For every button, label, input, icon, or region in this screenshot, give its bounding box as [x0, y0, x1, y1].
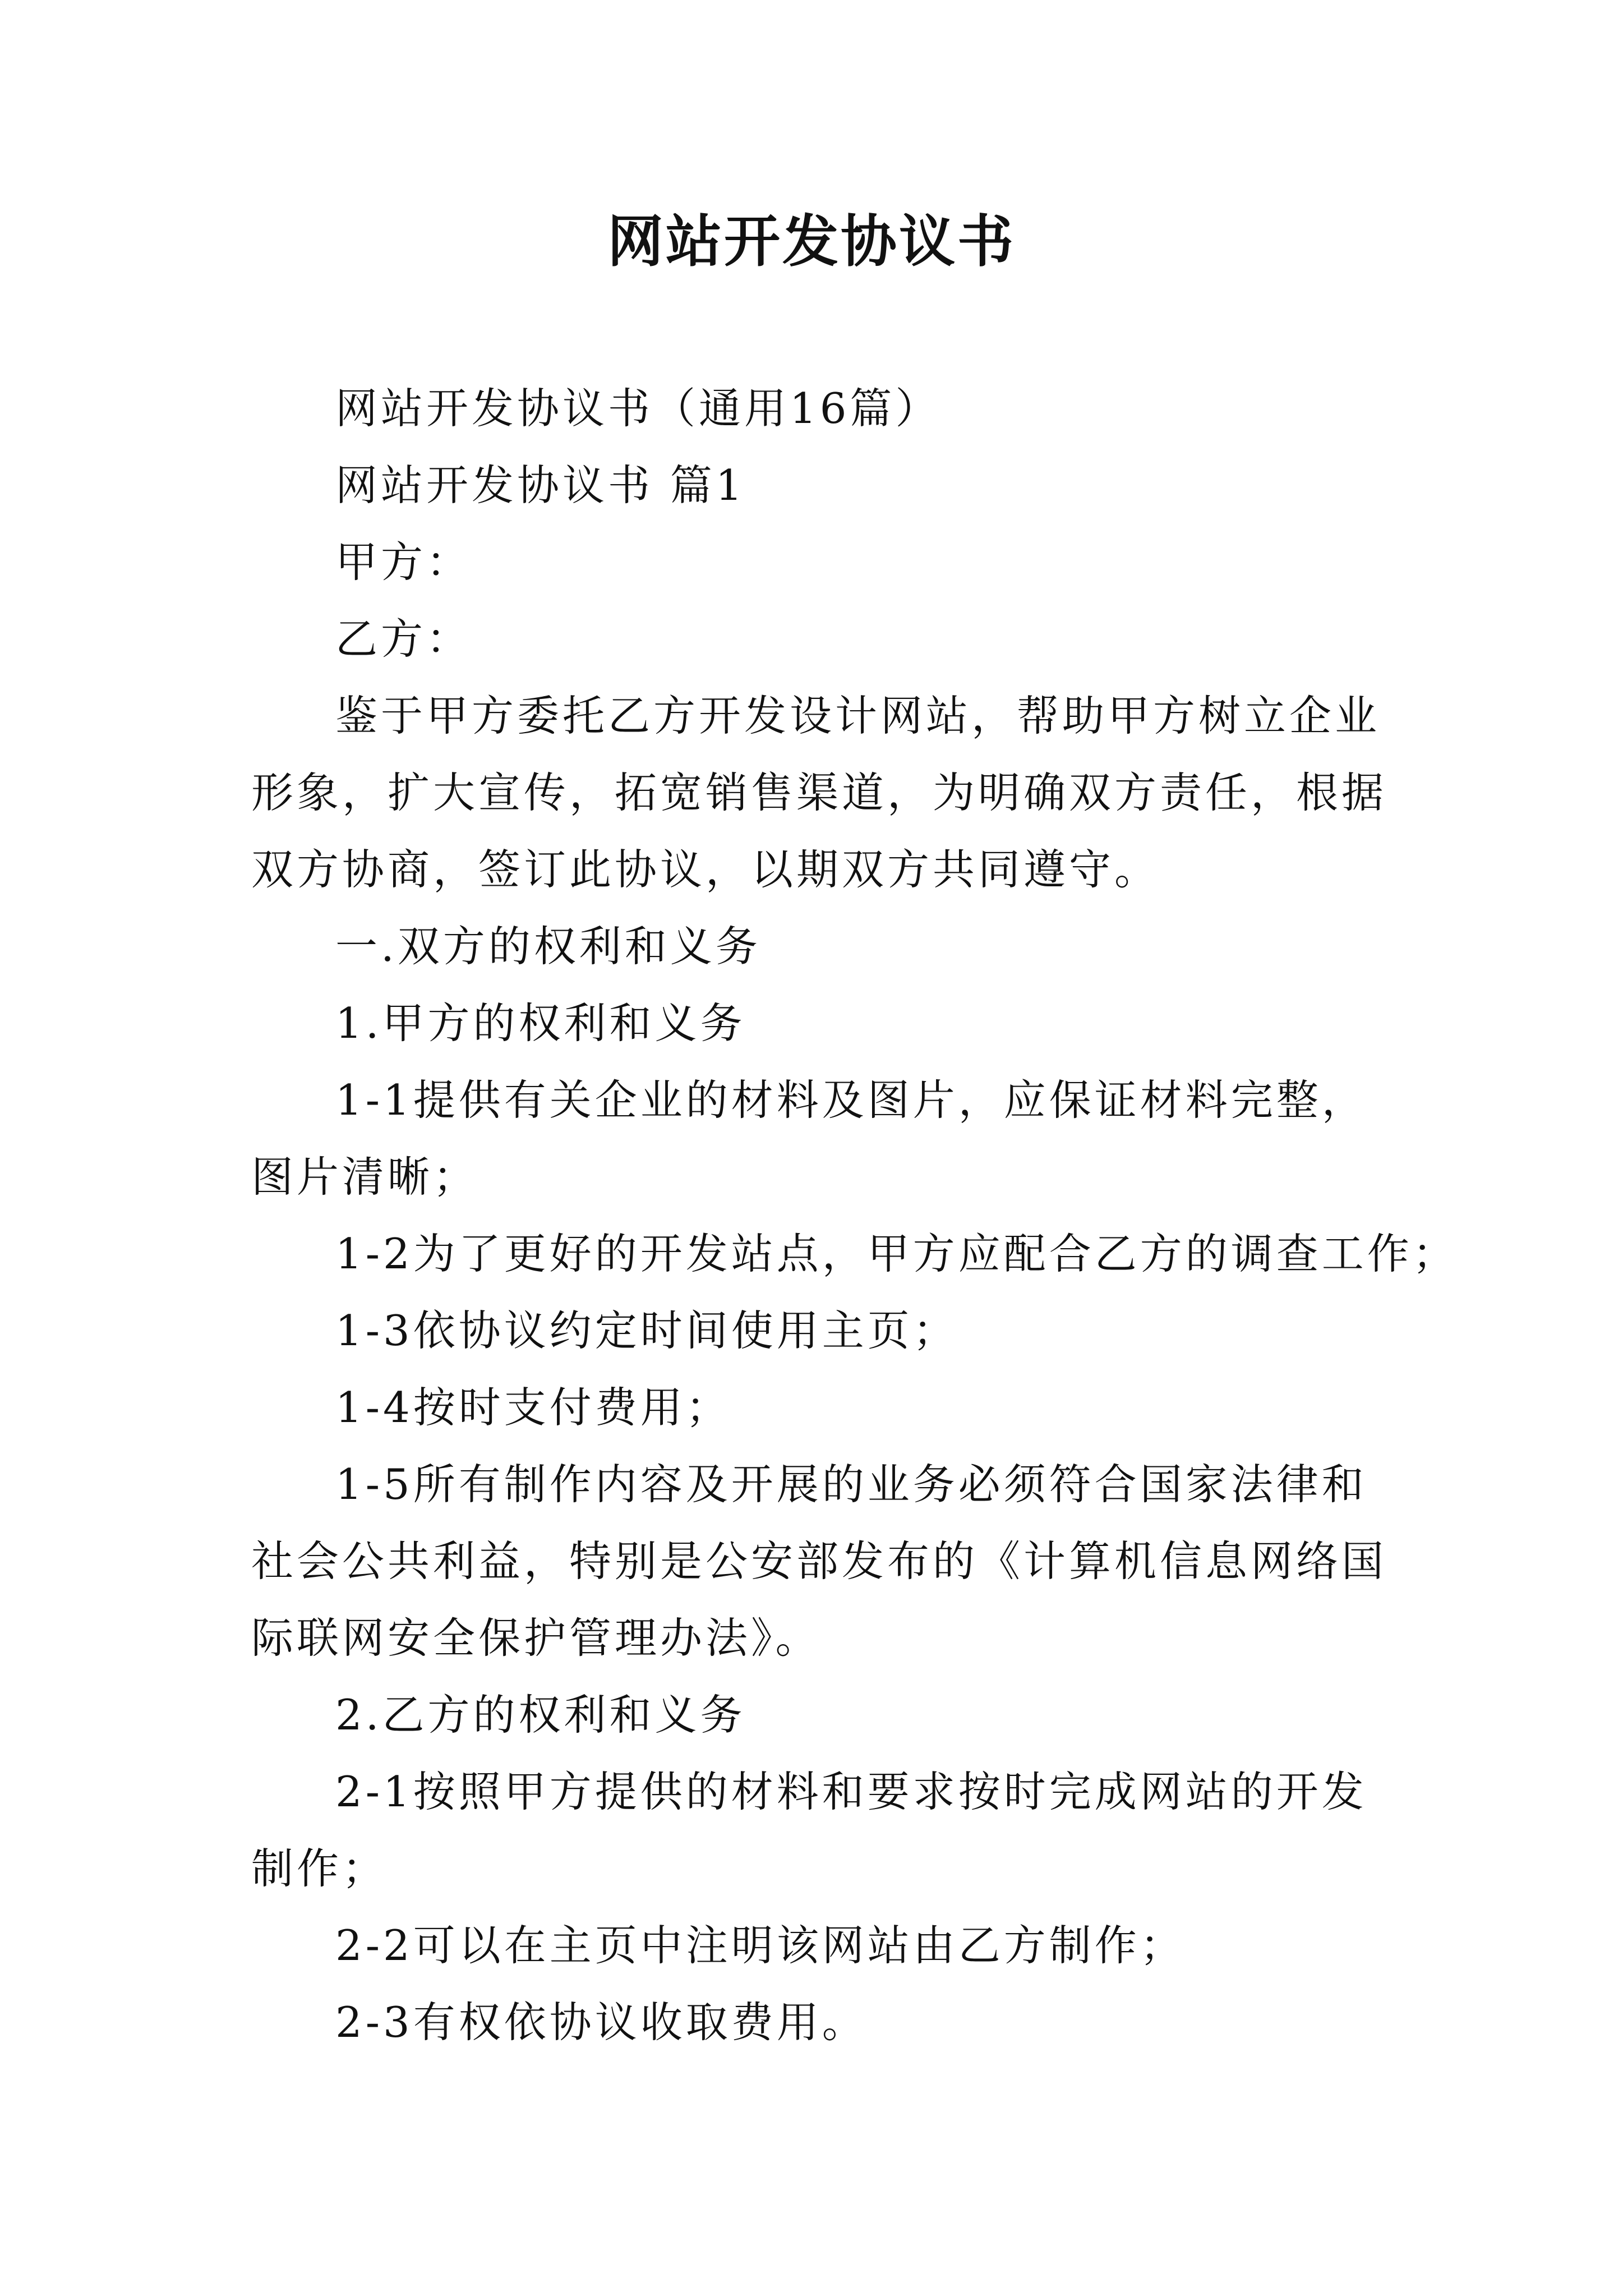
paragraph-clause-2-2: 2-2可以在主页中注明该网站由乙方制作；	[335, 1921, 1186, 1970]
paragraph-clause-2-3: 2-3有权依协议收取费用。	[335, 1998, 868, 2047]
paragraph-heading-party-b-rights: 2.乙方的权利和义务	[335, 1690, 746, 1740]
document-body	[251, 370, 1458, 2061]
paragraph-subtitle: 网站开发协议书（通用16篇）	[335, 384, 941, 433]
paragraph-heading-rights: 一.双方的权利和义务	[335, 922, 761, 971]
paragraph-clause-1-1: 1-1提供有关企业的材料及图片，应保证材料完整，图片清晰；	[251, 1075, 1367, 1202]
paragraph-clause-2-1: 2-1按照甲方提供的材料和要求按时完成网站的开发制作；	[251, 1767, 1367, 1893]
paragraph-preamble: 鉴于甲方委托乙方开发设计网站，帮助甲方树立企业形象，扩大宣传，拓宽销售渠道，为明确双方责任，根据双方协商，签订此协议，以期双方共同遵守。	[251, 691, 1387, 894]
paragraph-heading-party-a-rights: 1.甲方的权利和义务	[335, 999, 746, 1048]
paragraph-clause-1-5: 1-5所有制作内容及开展的业务必须符合国家法律和社会公共利益，特别是公安部发布的《计算机信息网络国际联网安全保护管理办法》。	[251, 1460, 1387, 1663]
paragraph-clause-1-2: 1-2为了更好的开发站点，甲方应配合乙方的调查工作；	[335, 1229, 1458, 1278]
paragraph-section-heading: 网站开发协议书 篇1	[335, 461, 746, 510]
paragraph-party-b: 乙方：	[335, 614, 472, 664]
paragraph-clause-1-4: 1-4按时支付费用；	[335, 1383, 731, 1432]
paragraph-party-a: 甲方：	[335, 537, 472, 587]
paragraph-clause-1-3: 1-3依协议约定时间使用主页；	[335, 1306, 958, 1355]
document-title: 网站开发协议书	[607, 208, 1016, 274]
